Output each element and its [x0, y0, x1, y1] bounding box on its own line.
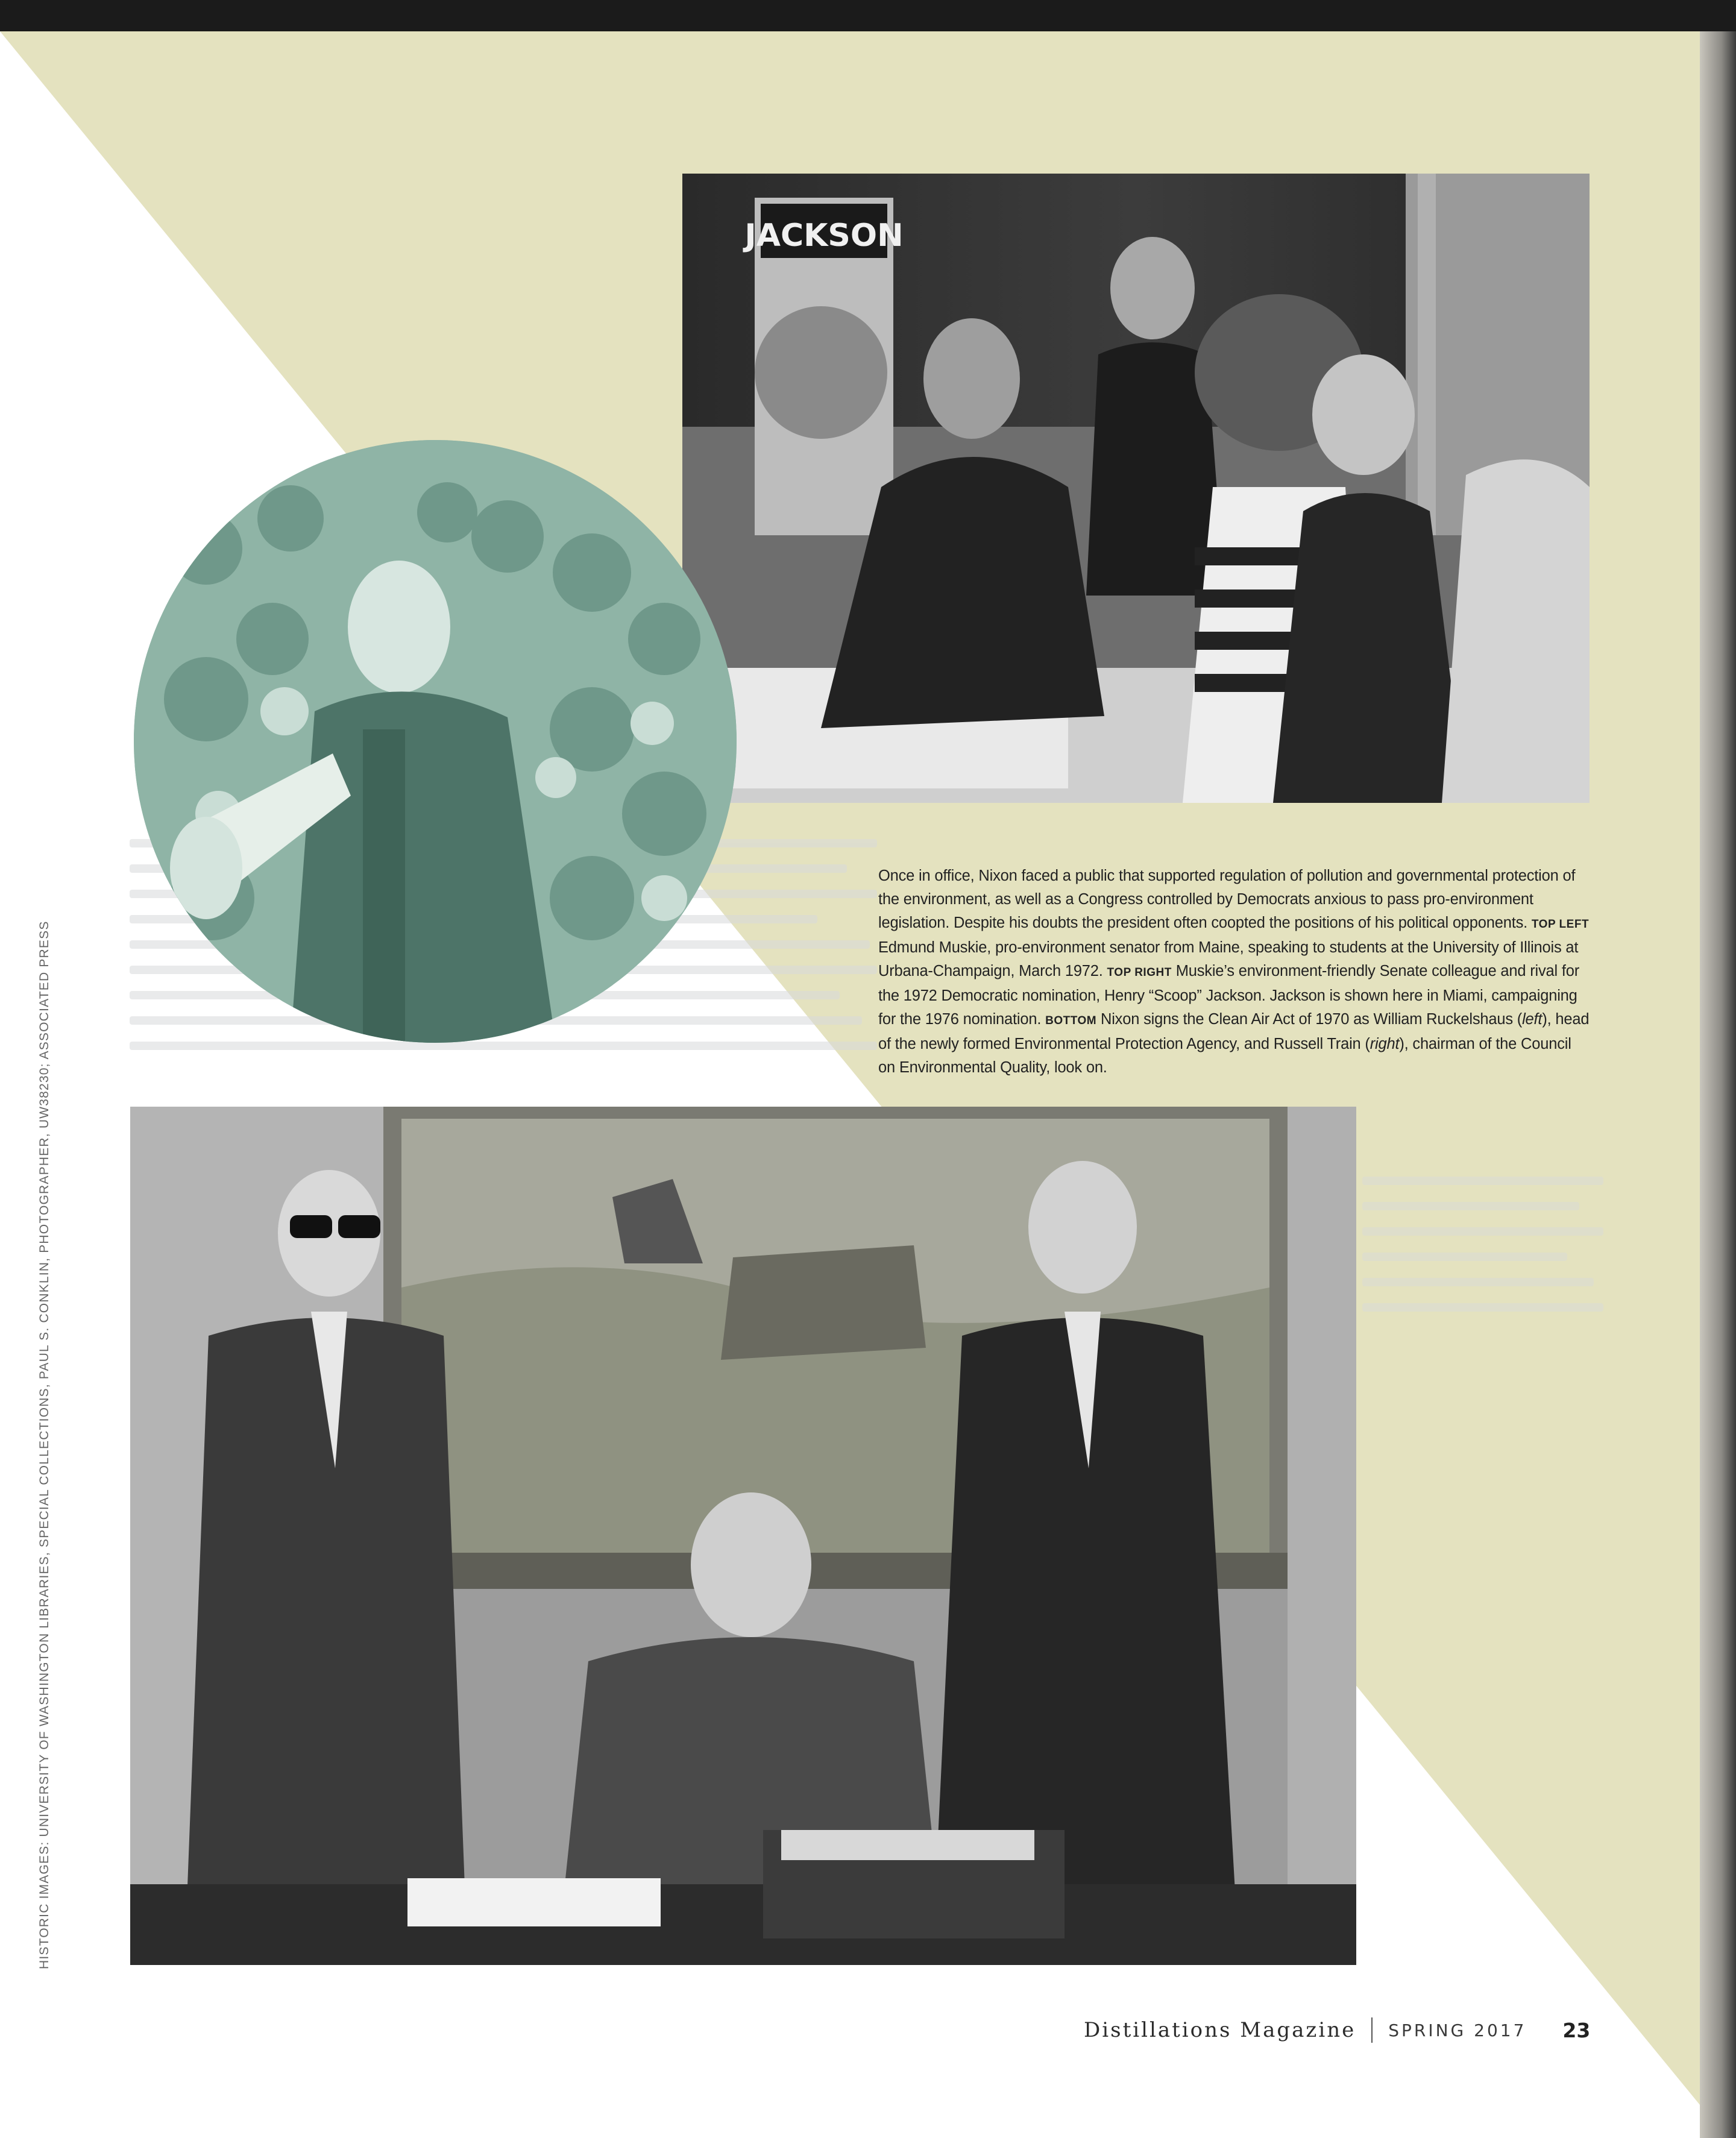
photo-credit: HISTORIC IMAGES: UNIVERSITY OF WASHINGTON LIBRARIES, SPECIAL COLLECTIONS, PAUL S. CONKLIN, PHOTOGRAPHER, UW38230; ASSOCIATED PRESS — [37, 920, 51, 1969]
photo-jackson-campaign — [682, 174, 1590, 803]
scan-binding-edge — [1700, 31, 1736, 2138]
caption-top-right-text: Muskie’s environment-friendly Senate colleague and rival for the 1972 Democratic nomination, Henry “Scoop” Jackson. Jackson is shown here in Miami, campaigning for the 1976 nomination. — [878, 963, 1580, 1028]
magazine-page — [0, 31, 1700, 2138]
caption-bottom-text-2: ), head of the newly formed Environmental Protection Agency, and Russell Train ( — [878, 1011, 1590, 1052]
caption-intro: Once in office, Nixon faced a public that supported regulation of pollution and governmental protection of the environment, as well as a Congress controlled by Democrats anxious to pass pro-environment legislation. Despite his doubts the president often coopted the positions of his political opponents. — [878, 867, 1576, 931]
page-number: 23 — [1562, 2018, 1591, 2042]
magazine-title: Distillations Magazine — [1084, 2018, 1356, 2042]
caption-top-left-text: Edmund Muskie, pro-environment senator from Maine, speaking to students at the University of Illinois at Urbana-Champaign, March 1972. — [878, 939, 1579, 979]
photo-nixon-signing — [130, 1107, 1356, 1965]
issue-season: SPRING 2017 — [1388, 2020, 1527, 2040]
caption-bottom-text-3: ), chairman of the Council on Environmental Quality, look on. — [878, 1036, 1571, 1076]
footer-divider — [1371, 2017, 1373, 2043]
caption-label-top-right: TOP RIGHT — [1107, 966, 1172, 979]
caption-label-top-left: TOP LEFT — [1531, 918, 1590, 931]
caption-label-bottom: BOTTOM — [1045, 1014, 1097, 1027]
photo-caption — [878, 864, 1590, 1080]
caption-left-word: left — [1522, 1011, 1543, 1028]
caption-bottom-text-1: Nixon signs the Clean Air Act of 1970 as William Ruckelshaus ( — [1101, 1011, 1523, 1028]
page-footer — [1084, 2012, 1626, 2048]
show-through-text-right — [1362, 1177, 1603, 1328]
scan-top-border — [0, 0, 1736, 31]
photo-muskie-megaphone — [134, 440, 737, 1043]
caption-right-word: right — [1370, 1036, 1400, 1052]
jackson-sign-text: JACKSON — [744, 218, 904, 254]
